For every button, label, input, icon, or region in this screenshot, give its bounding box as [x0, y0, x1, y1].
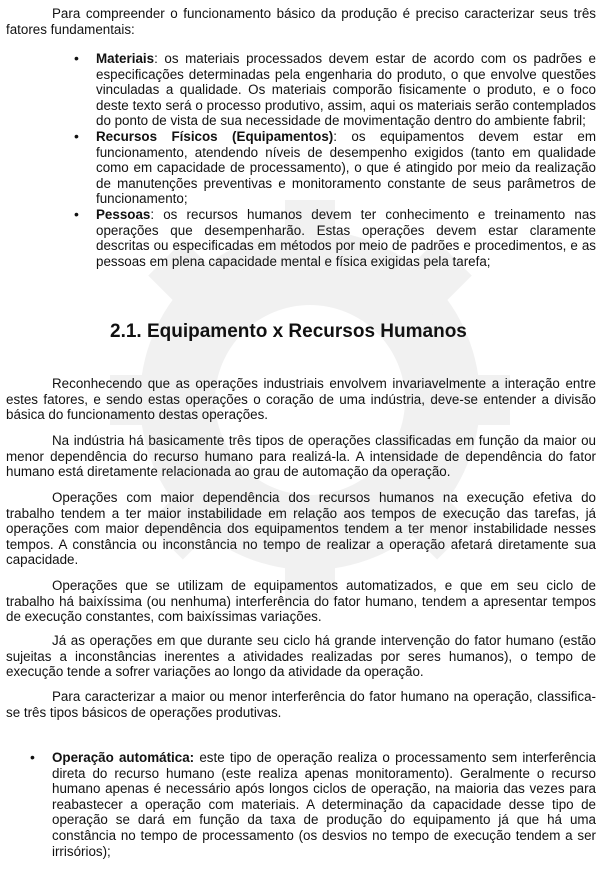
factor-text: : os materiais processados devem estar de acordo com os padrões e especificações determinadas pela engenharia do produto, o que envolve questões vinculadas a qualidade. Os materiais comporão fisicamente o produto, e o foco deste texto será o processo produtivo, assim, aqui os materiais serão contemplados do ponto de vista de sua necessidade de movimentação dentro do ambiente fabril;: [96, 51, 596, 129]
factor-text: : os recursos humanos devem ter conhecimento e treinamento nas operações que desempenharão. Estas operações devem estar claramente descritas ou especificadas em métodos por meio de padrões e procedimentos, e as pessoas em plena capacidade mental e física exigidas pela tarefa;: [96, 206, 596, 269]
operation-term: Operação automática:: [52, 750, 195, 765]
list-item: [96, 129, 596, 207]
factor-term: Recursos Físicos (Equipamentos): [96, 128, 334, 144]
list-item: [96, 51, 596, 129]
body-paragraph: Operações que se utilizam de equipamentos automatizados, e que em seu ciclo de trabalho há baixíssima (ou nenhuma) interferência do fator humano, tendem a apresentar tempos de execução constantes, com baixíssimas variações.: [6, 578, 596, 625]
list-item: [96, 207, 596, 269]
factor-term: Pessoas: [96, 206, 151, 222]
section-heading: 2.1. Equipamento x Recursos Humanos: [110, 321, 467, 342]
body-paragraph: Já as operações em que durante seu ciclo há grande intervenção do fator humano (estão sujeitas a inconstâncias inerentes a atividades realizadas por seres humanos), o tempo de execução tende a sofrer variações ao longo da atividade da operação.: [6, 633, 596, 680]
list-item: [52, 750, 596, 859]
body-paragraph: Operações com maior dependência dos recursos humanos na execução efetiva do trabalho tendem a ter maior instabilidade em relação aos tempos de execução das tarefas, já operações com maior dependência dos equipamentos tendem a ter menor instabilidade nesses tempos. A constância ou inconstância no tempo de realizar a operação afetará diretamente sua capacidade.: [6, 490, 596, 568]
factor-term: Materiais: [96, 51, 155, 66]
operation-text: este tipo de operação realiza o processamento sem interferência direta do recurso humano (este realiza apenas monitoramento). Geralmente o recurso humano apenas é necessário após longos ciclos de operação, na maioria das vezes para reabastecer a operação com materiais. A determinação da capacidade desse tipo de operação se dará em função da taxa de produção do equipamento já que há uma constância no tempo de processamento (os desvios no tempo de execução tendem a ser irrisórios);: [52, 750, 597, 859]
operation-types-list: [52, 750, 596, 859]
factors-list: [96, 51, 596, 269]
intro-paragraph: Para compreender o funcionamento básico da produção é preciso caracterizar seus três fatores fundamentais:: [6, 6, 596, 37]
body-paragraph: Na indústria há basicamente três tipos de operações classificadas em função da maior ou menor dependência do recurso humano para realizá-la. A intensidade de dependência do fator humano está diretamente relacionada ao grau de automação da operação.: [6, 433, 596, 480]
body-paragraph: Para caracterizar a maior ou menor interferência do fator humano na operação, classifica-se três tipos básicos de operações produtivas.: [6, 689, 596, 720]
factor-text: : os equipamentos devem estar em funcionamento, atendendo níveis de desempenho exigidos (tanto em qualidade como em capacidade de processamento), o que é atingido por meio da realização de manutenções preventivas e monitoramento constante de seus parâmetros de funcionamento;: [96, 128, 596, 207]
body-paragraph: Reconhecendo que as operações industriais envolvem invariavelmente a interação entre estes fatores, e sendo estas operações o coração de uma indústria, deve-se entender a divisão básica do funcionamento destas operações.: [6, 376, 596, 423]
